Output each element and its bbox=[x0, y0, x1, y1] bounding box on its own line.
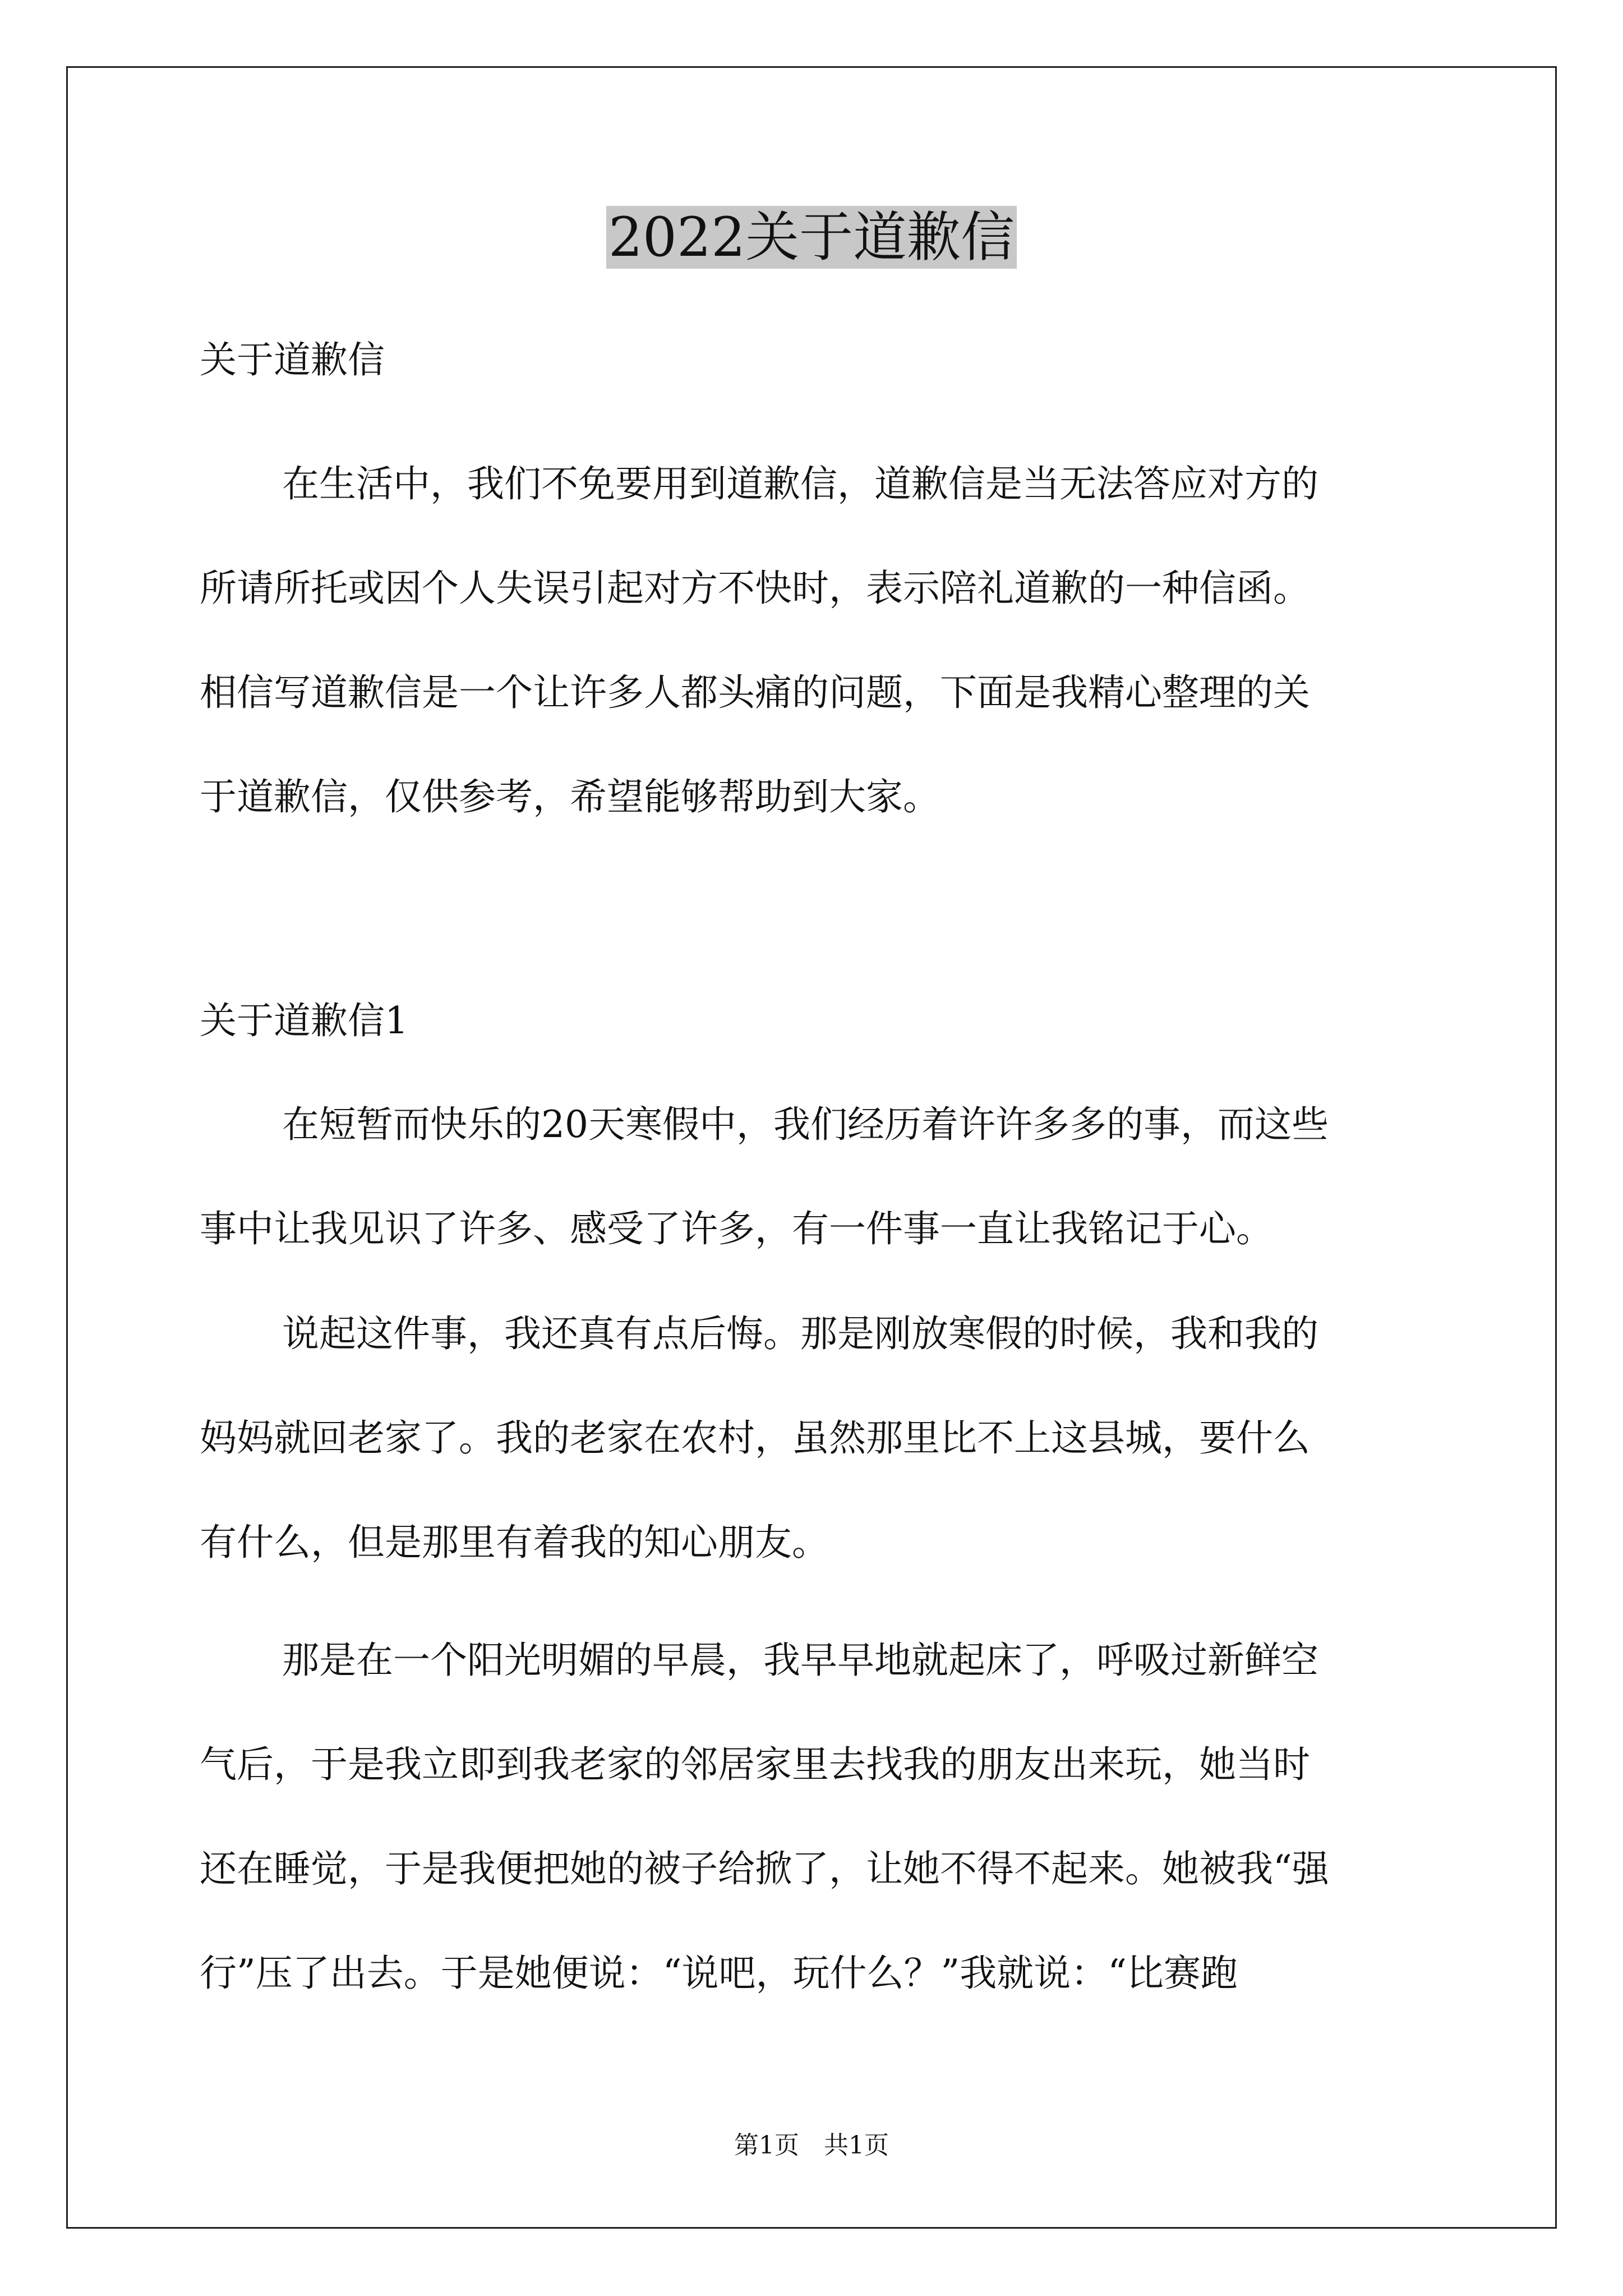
paragraph-line: 气后，于是我立即到我老家的邻居家里去找我的朋友出来玩，她当时 bbox=[200, 1743, 1310, 1786]
paragraph-line: 在生活中，我们不免要用到道歉信，道歉信是当无法答应对方的 bbox=[282, 462, 1318, 505]
paragraph-line: 于道歉信，仅供参考，希望能够帮助到大家。 bbox=[200, 775, 940, 818]
paragraph-line: 说起这件事，我还真有点后悔。那是刚放寒假的时候，我和我的 bbox=[282, 1312, 1318, 1355]
paragraph-line: 那是在一个阳光明媚的早晨，我早早地就起床了，呼吸过新鲜空 bbox=[282, 1639, 1318, 1682]
document-title bbox=[0, 201, 1623, 274]
paragraph-line: 有什么，但是那里有着我的知心朋友。 bbox=[200, 1521, 829, 1564]
paragraph-line: 事中让我见识了许多、感受了许多，有一件事一直让我铭记于心。 bbox=[200, 1207, 1273, 1250]
paragraph-line: 还在睡觉，于是我便把她的被子给掀了，让她不得不起来。她被我“强 bbox=[200, 1847, 1329, 1890]
page-footer: 第1页 共1页 bbox=[734, 2131, 889, 2160]
paragraph-line: 行”压了出去。于是她便说：“说吧，玩什么？”我就说：“比赛跑 bbox=[200, 1952, 1238, 1995]
paragraph-line: 所请所托或因个人失误引起对方不快时，表示陪礼道歉的一种信函。 bbox=[200, 567, 1310, 610]
paragraph-line: 妈妈就回老家了。我的老家在农村，虽然那里比不上这县城，要什么 bbox=[200, 1416, 1310, 1460]
section-heading: 关于道歉信1 bbox=[200, 999, 408, 1042]
document-title-text: 2022关于道歉信 bbox=[606, 206, 1017, 269]
paragraph-line: 相信写道歉信是一个让许多人都头痛的问题，下面是我精心整理的关 bbox=[200, 671, 1310, 714]
section-heading: 关于道歉信 bbox=[200, 338, 385, 381]
paragraph-line: 在短暂而快乐的20天寒假中，我们经历着许许多多的事，而这些 bbox=[282, 1103, 1329, 1146]
